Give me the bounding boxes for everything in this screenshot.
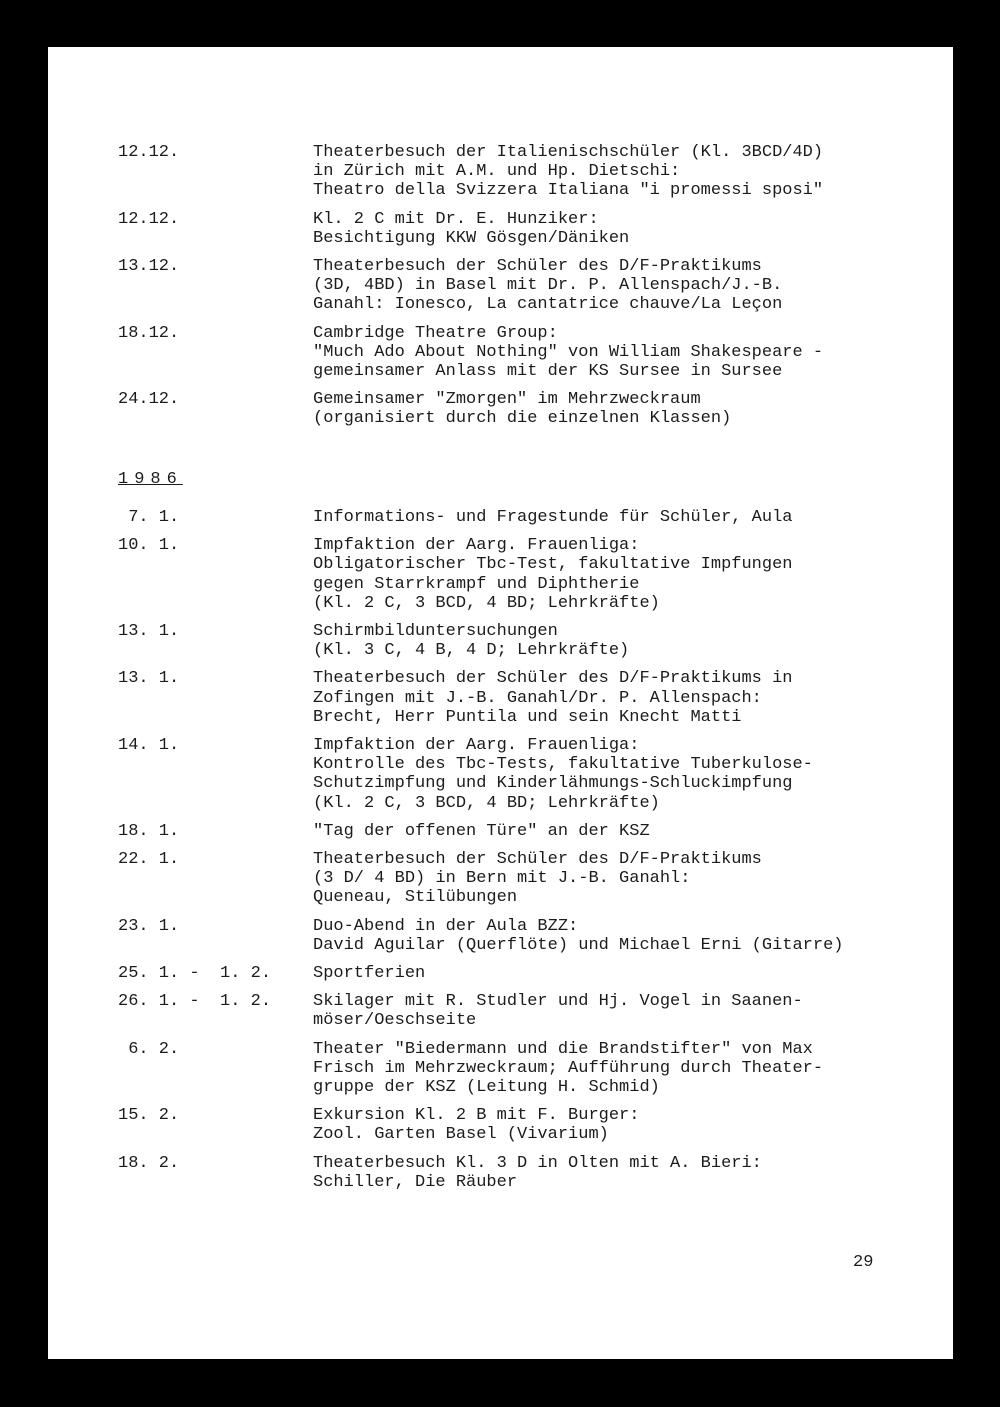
entry-date: 10. 1. [118,536,180,556]
entry-text [313,964,918,983]
entry-line: (Kl. 3 C, 4 B, 4 D; Lehrkräfte) [313,641,630,661]
entry-line: gemeinsamer Anlass mit der KS Sursee in Sursee [313,362,783,382]
entry-line: Exkursion Kl. 2 B mit F. Burger: [313,1106,640,1126]
entry-line: (Kl. 2 C, 3 BCD, 4 BD; Lehrkräfte) [313,793,660,813]
entry-date: 13. 1. [118,669,180,689]
entry-text [313,143,918,201]
entry-line: "Tag der offenen Türe" an der KSZ [313,821,650,841]
entry-line: Theater "Biedermann und die Brandstifter" von Max [313,1039,813,1059]
entry-text [313,669,918,727]
entry-text [313,1106,918,1144]
entry-line: Theaterbesuch der Schüler des D/F-Praktikums [313,850,762,870]
chronicle-entry [118,210,918,248]
chronicle-entry [118,536,918,613]
entry-text [313,210,918,248]
entry-line: David Aguilar (Querflöte) und Michael Erni (Gitarre) [313,935,844,955]
entry-line: Schirmbilduntersuchungen [313,622,558,642]
entries-1986 [118,508,918,1201]
entry-text [313,992,918,1030]
entry-line: Zofingen mit J.-B. Ganahl/Dr. P. Allenspach: [313,688,762,708]
entry-date: 13. 1. [118,622,180,642]
entry-date: 12.12. [118,143,180,162]
entry-line: Ganahl: Ionesco, La cantatrice chauve/La Leçon [313,295,783,315]
chronicle-entry [118,964,918,983]
entry-line: Besichtigung KKW Gösgen/Däniken [313,228,630,248]
entry-line: Impfaktion der Aarg. Frauenliga: [313,536,640,556]
entry-line: möser/Oeschseite [313,1011,477,1031]
entry-date: 15. 2. [118,1106,180,1126]
entry-line: (3 D/ 4 BD) in Bern mit J.-B. Ganahl: [313,869,691,889]
chronicle-entry [118,850,918,908]
entry-line: Schutzimpfung und Kinderlähmungs-Schluckimpfung [313,774,793,794]
entry-date: 24.12. [118,390,180,410]
entry-text [313,390,918,428]
entry-line: Theatro della Svizzera Italiana "i promessi sposi" [313,181,824,201]
entry-line: (Kl. 2 C, 3 BCD, 4 BD; Lehrkräfte) [313,593,660,613]
chronicle-entry [118,917,918,955]
entry-text [313,622,918,660]
entry-line: Skilager mit R. Studler und Hj. Vogel in Saanen- [313,992,803,1012]
entry-date: 14. 1. [118,736,180,756]
entry-text [313,850,918,908]
entry-line: Theaterbesuch Kl. 3 D in Olten mit A. Bieri: [313,1153,762,1173]
entry-line: Schiller, Die Räuber [313,1172,518,1192]
entry-line: "Much Ado About Nothing" von William Shakespeare - [313,342,824,362]
entry-line: Brecht, Herr Puntila und sein Knecht Matti [313,707,742,727]
page-number: 29 [853,1253,874,1272]
chronicle-entry [118,324,918,382]
entry-line: Kontrolle des Tbc-Tests, fakultative Tuberkulose- [313,755,813,775]
entries-1985 [118,143,918,438]
chronicle-entry [118,257,918,315]
chronicle-entry [118,508,918,527]
entry-text [313,1154,918,1192]
entry-line: Zool. Garten Basel (Vivarium) [313,1125,609,1145]
entry-line: Theaterbesuch der Schüler des D/F-Praktikums [313,257,762,277]
entry-date: 7. 1. [118,508,180,527]
entry-date: 18. 1. [118,821,180,841]
entry-line: Gemeinsamer "Zmorgen" im Mehrzweckraum [313,390,701,410]
entry-line: Theaterbesuch der Italienischschüler (Kl. 3BCD/4D) [313,143,824,162]
entry-line: Duo-Abend in der Aula BZZ: [313,916,579,936]
entry-date: 26. 1. - 1. 2. [118,992,272,1012]
entry-text [313,822,918,841]
entry-line: gruppe der KSZ (Leitung H. Schmid) [313,1078,660,1098]
entry-text [313,536,918,613]
chronicle-entry [118,1154,918,1192]
chronicle-entry [118,736,918,813]
entry-text [313,736,918,813]
entry-text [313,324,918,382]
entry-line: Informations- und Fragestunde für Schüler, Aula [313,508,793,527]
entry-line: Kl. 2 C mit Dr. E. Hunziker: [313,209,599,229]
entry-text [313,508,918,527]
entry-line: Queneau, Stilübungen [313,888,518,908]
entry-line: Impfaktion der Aarg. Frauenliga: [313,736,640,756]
entry-line: Sportferien [313,964,426,984]
entry-date: 25. 1. - 1. 2. [118,964,272,984]
entry-date: 6. 2. [118,1039,180,1059]
entry-date: 22. 1. [118,850,180,870]
entry-text [313,917,918,955]
chronicle-entry [118,143,918,201]
entry-line: Frisch im Mehrzweckraum; Aufführung durch Theater- [313,1058,824,1078]
entry-date: 12.12. [118,209,180,229]
chronicle-entry [118,390,918,428]
entry-date: 18.12. [118,323,180,343]
entry-line: Theaterbesuch der Schüler des D/F-Praktikums in [313,669,793,689]
entry-line: Cambridge Theatre Group: [313,323,558,343]
entry-line: gegen Starrkrampf und Diphtherie [313,574,640,594]
entry-line: Obligatorischer Tbc-Test, fakultative Impfungen [313,555,793,575]
chronicle-entry [118,1106,918,1144]
entry-line: (3D, 4BD) in Basel mit Dr. P. Allenspach/J.-B. [313,276,783,296]
entry-text [313,1040,918,1098]
entry-text [313,257,918,315]
entry-date: 23. 1. [118,916,180,936]
chronicle-entry [118,622,918,660]
chronicle-entry [118,669,918,727]
chronicle-entry [118,822,918,841]
entry-line: in Zürich mit A.M. und Hp. Dietschi: [313,162,681,182]
year-heading: 1986 [118,470,183,489]
entry-line: (organisiert durch die einzelnen Klassen) [313,409,732,429]
chronicle-entry [118,1040,918,1098]
entry-date: 18. 2. [118,1153,180,1173]
chronicle-entry [118,992,918,1030]
entry-date: 13.12. [118,257,180,277]
